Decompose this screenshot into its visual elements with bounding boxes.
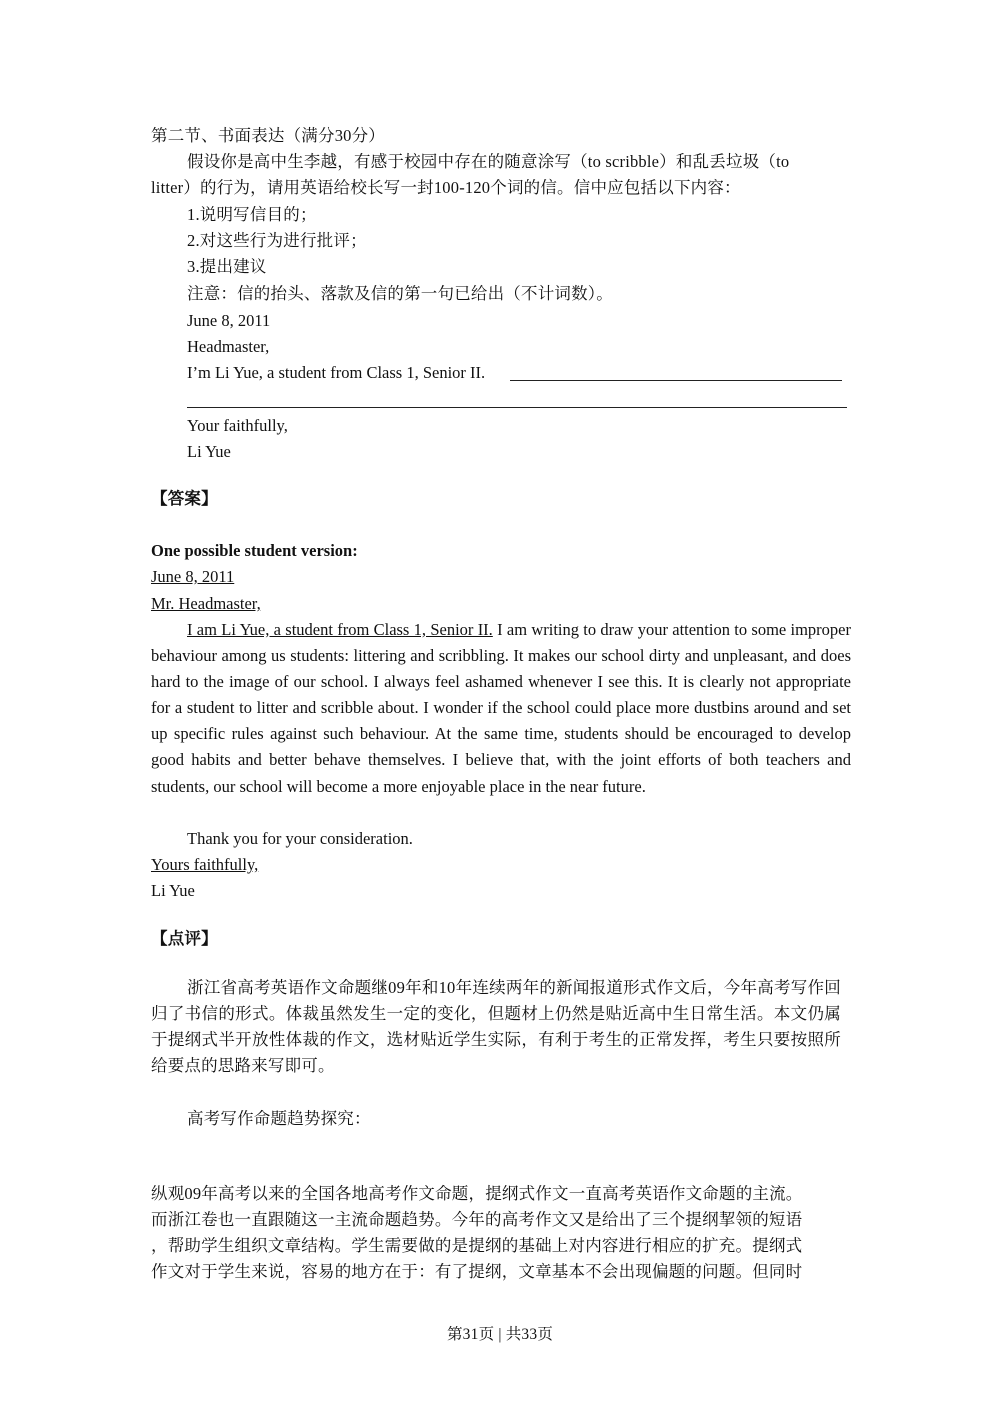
page-footer: 第31页 | 共33页: [446, 1326, 554, 1343]
task-point-3: 3.提出建议: [187, 257, 267, 276]
trend-line-4: 作文对于学生来说，容易的地方在于：有了提纲，文章基本不会出现偏题的问题。但同时: [151, 1262, 803, 1281]
task-point-1: 1.说明写信目的；: [187, 205, 317, 224]
answer-date: June 8, 2011: [151, 567, 235, 586]
comment-paragraph: 浙江省高考英语作文命题继09年和10年连续两年的新闻报道形式作文后，今年高考写作回归了书信的形式。体裁虽然发生一定的变化，但题材上仍然是贴近高中生日常生活。本文仍属于提纲式半开放性体裁的作文，选材贴近学生实际，有利于考生的正常发挥，考生只要按照所给要点的思路来写即可。: [151, 978, 841, 1075]
answer-salutation: Mr. Headmaster,: [151, 594, 261, 613]
section-title: 第二节、书面表达（满分30分）: [151, 126, 385, 145]
answer-thanks: Thank you for your consideration.: [187, 829, 413, 848]
answer-closing: Yours faithfully,: [151, 855, 259, 874]
task-note: 注意：信的抬头、落款及信的第一句已给出（不计词数）。: [187, 284, 613, 303]
task-date: June 8, 2011: [187, 311, 271, 330]
task-salutation: Headmaster,: [187, 337, 270, 356]
task-closing: Your faithfully,: [187, 416, 288, 435]
answer-heading: 【答案】: [151, 489, 218, 508]
task-first-sentence: I’m Li Yue, a student from Class 1, Senior II.: [187, 363, 486, 382]
comment-heading: 【点评】: [151, 929, 218, 948]
task-intro-line-2: litter）的行为，请用英语给校长写一封100-120个词的信。信中应包括以下内容：: [151, 178, 741, 197]
task-signature: Li Yue: [187, 442, 231, 461]
answer-blank-line-2: [187, 407, 847, 408]
answer-version-label: One possible student version:: [151, 541, 358, 560]
answer-body-text: I am writing to draw your attention to some improper behaviour among us students: littering and scribbling. It makes our school dirty and unpleasant, and does hard to the image of our school. I always feel ashamed whenever I see this. It is clearly not appropriate for a student to litter and scribble about. I wonder if the school could place more dustbins around and set up specific rules against such behaviour. At the same time, students should be encouraged to develop good habits and better behave themselves. I believe that, with the joint efforts of both teachers and students, our school will become a more enjoyable place in the near future.: [151, 620, 851, 796]
answer-body-paragraph: [151, 617, 851, 800]
answer-signature: Li Yue: [151, 881, 195, 900]
task-point-2: 2.对这些行为进行批评；: [187, 231, 367, 250]
trend-line-2: 而浙江卷也一直跟随这一主流命题趋势。今年的高考作文又是给出了三个提纲挈领的短语: [151, 1210, 803, 1229]
trend-heading: 高考写作命题趋势探究：: [187, 1109, 371, 1128]
task-intro-line-1: 假设你是高中生李越，有感于校园中存在的随意涂写（to scribble）和乱丢垃圾（to: [187, 152, 790, 171]
answer-blank-line-1: [510, 380, 842, 381]
trend-line-1: 纵观09年高考以来的全国各地高考作文命题，提纲式作文一直高考英语作文命题的主流。: [151, 1184, 803, 1203]
answer-opening-sentence: I am Li Yue, a student from Class 1, Senior II.: [187, 620, 493, 639]
trend-line-3: ，帮助学生组织文章结构。学生需要做的是提纲的基础上对内容进行相应的扩充。提纲式: [151, 1236, 803, 1255]
